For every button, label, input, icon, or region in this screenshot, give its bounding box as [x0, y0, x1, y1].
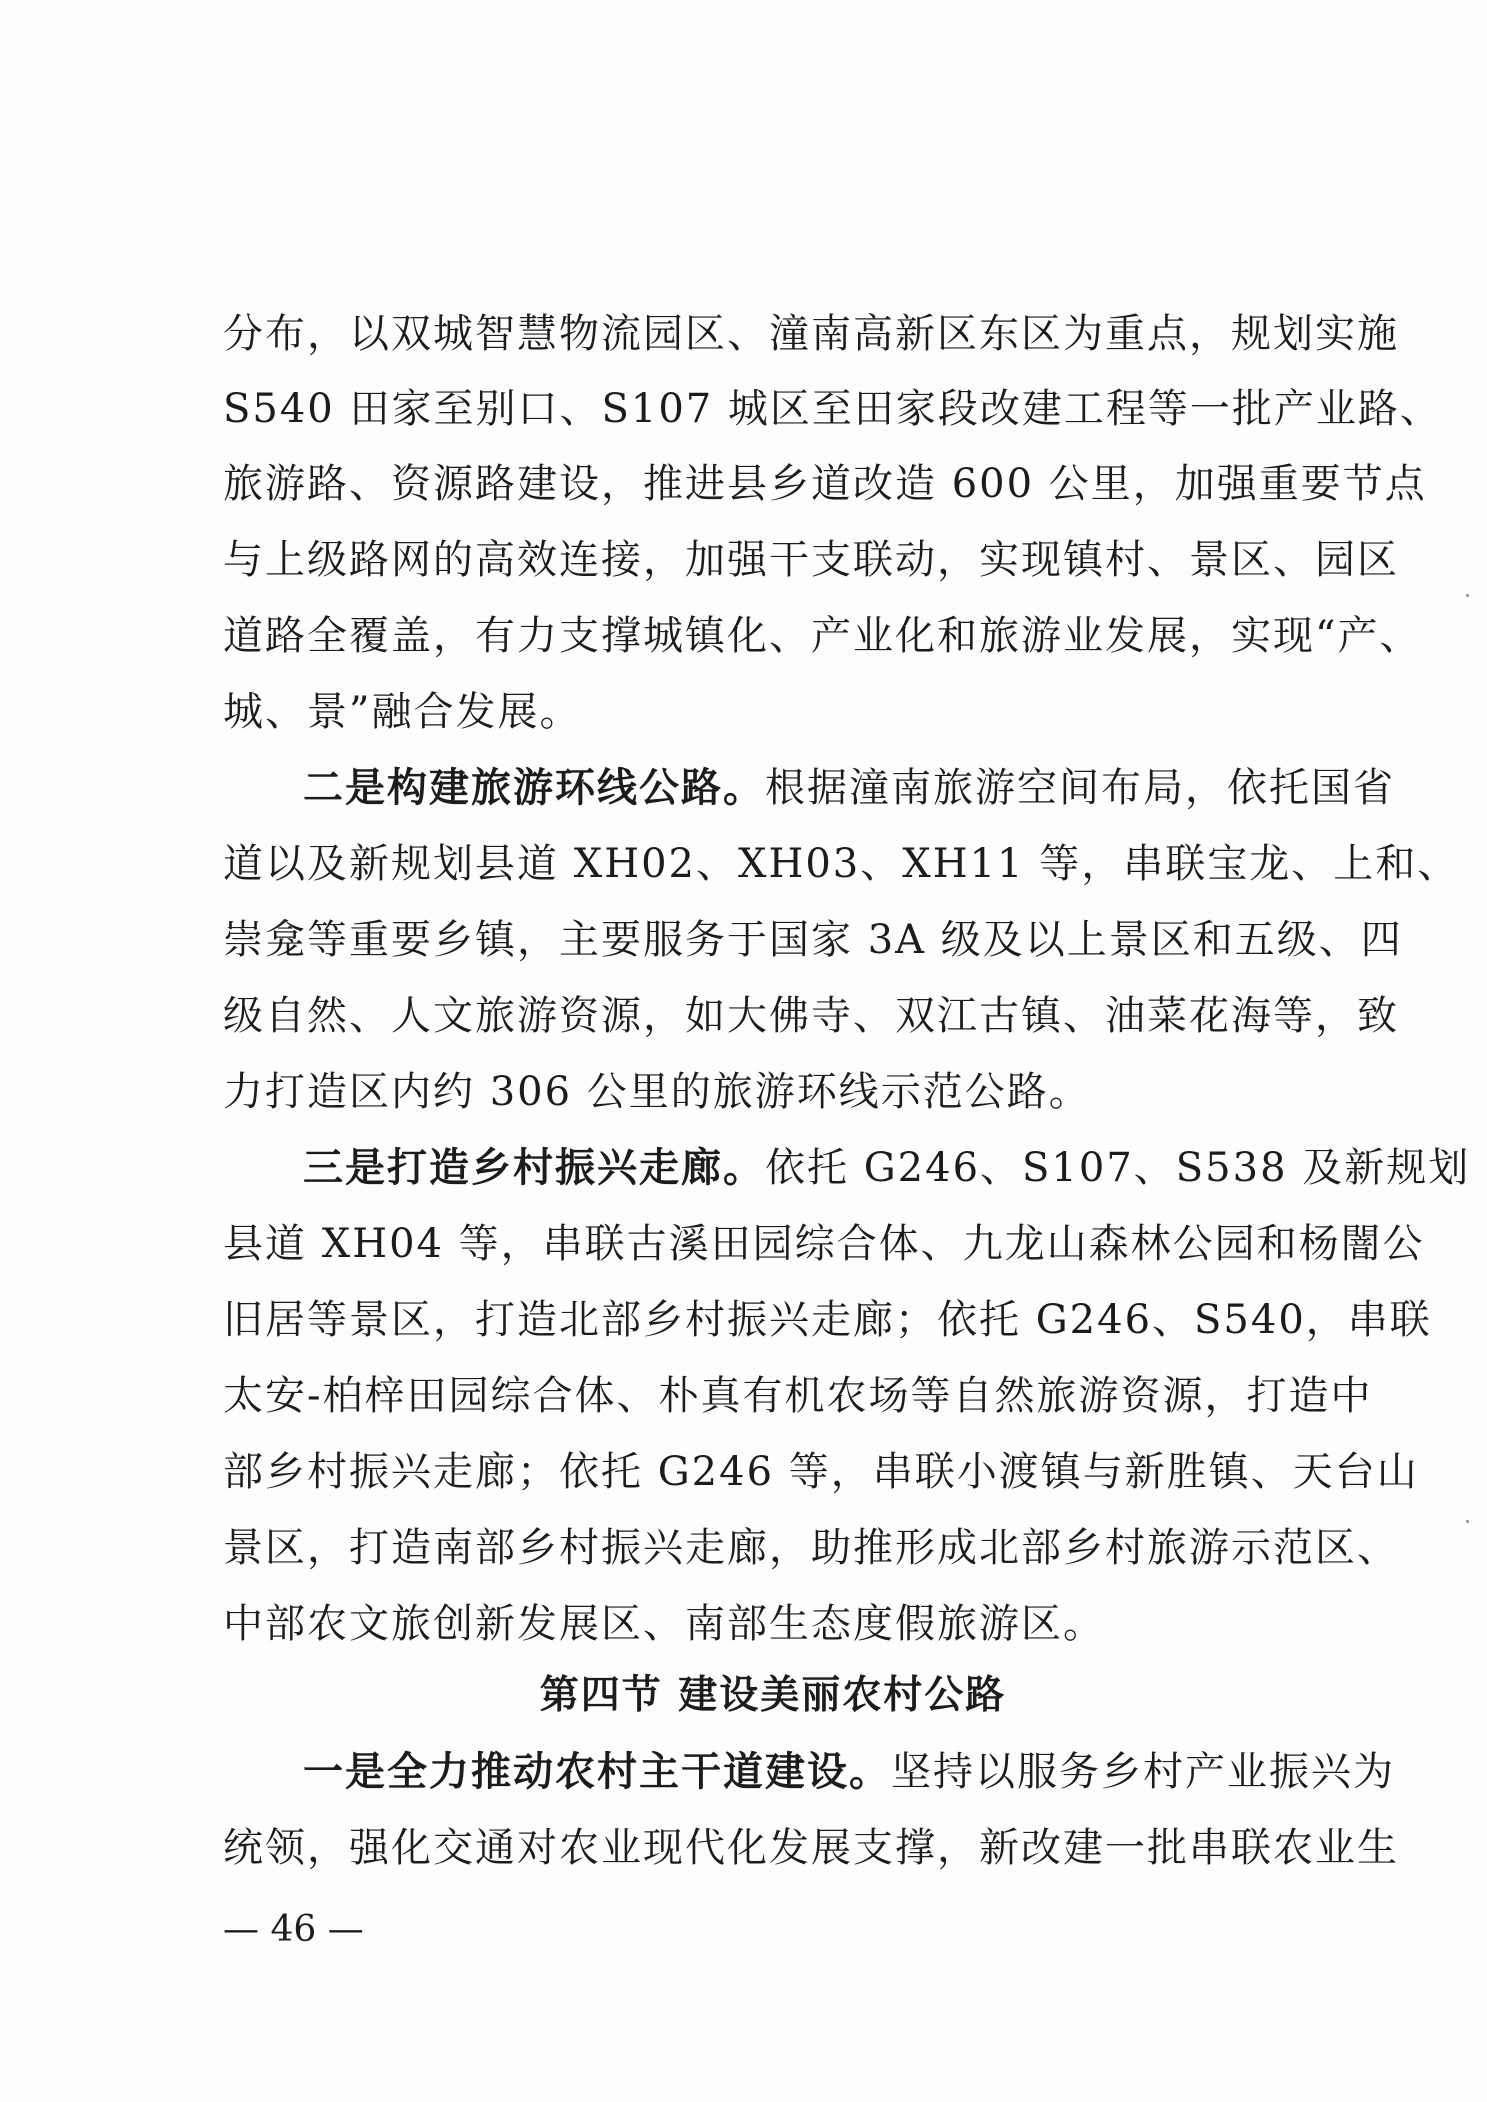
text-line: 力打造区内约 306 公里的旅游环线示范公路。: [223, 1069, 1091, 1115]
paragraph-first-line: [303, 1736, 1395, 1808]
page-number: — 46 —: [223, 1909, 364, 1950]
section-heading: 第四节 建设美丽农村公路: [539, 1673, 1007, 1718]
text-line: 县道 XH04 等，串联古溪田园综合体、九龙山森林公园和杨闇公: [223, 1221, 1425, 1267]
paragraph-text: 坚持以服务乡村产业振兴为: [891, 1749, 1395, 1795]
text-line: 崇龛等重要乡镇，主要服务于国家 3A 级及以上景区和五级、四: [223, 917, 1403, 963]
text-line: 城、景”融合发展。: [223, 689, 582, 735]
paragraph-text: 根据潼南旅游空间布局，依托国省: [765, 765, 1395, 811]
paragraph-lead: 一是全力推动农村主干道建设。: [303, 1748, 891, 1795]
paragraph-lead: 三是打造乡村振兴走廊。: [303, 1144, 765, 1191]
text-line: 分布，以双城智慧物流园区、潼南高新区东区为重点，规划实施: [223, 311, 1399, 357]
paragraph-first-line: [303, 1132, 1471, 1204]
text-line: 部乡村振兴走廊；依托 G246 等，串联小渡镇与新胜镇、天台山: [223, 1449, 1419, 1495]
text-line: 道以及新规划县道 XH02、XH03、XH11 等，串联宝龙、上和、: [223, 841, 1460, 887]
text-line: 太安-柏梓田园综合体、朴真有机农场等自然旅游资源，打造中: [223, 1373, 1373, 1419]
text-line: 与上级路网的高效连接，加强干支联动，实现镇村、景区、园区: [223, 537, 1399, 583]
text-line: 景区，打造南部乡村振兴走廊，助推形成北部乡村旅游示范区、: [223, 1525, 1399, 1571]
text-line: S540 田家至别口、S107 城区至田家段改建工程等一批产业路、: [223, 386, 1442, 432]
paragraph-text: 依托 G246、S107、S538 及新规划: [765, 1145, 1471, 1191]
paragraph-first-line: [303, 752, 1395, 824]
text-line: 旅游路、资源路建设，推进县乡道改造 600 公里，加强重要节点: [223, 461, 1427, 507]
text-line: 统领，强化交通对农业现代化发展支撑，新改建一批串联农业生: [223, 1825, 1399, 1871]
scan-speck: [1466, 1520, 1469, 1523]
text-line: 旧居等景区，打造北部乡村振兴走廊；依托 G246、S540，串联: [223, 1297, 1432, 1343]
text-line: 级自然、人文旅游资源，如大佛寺、双江古镇、油菜花海等，致: [223, 993, 1399, 1039]
scan-speck: [1466, 594, 1469, 597]
text-line: 中部农文旅创新发展区、南部生态度假旅游区。: [223, 1601, 1105, 1647]
text-line: 道路全覆盖，有力支撑城镇化、产业化和旅游业发展，实现“产、: [223, 613, 1422, 659]
paragraph-lead: 二是构建旅游环线公路。: [303, 764, 765, 811]
